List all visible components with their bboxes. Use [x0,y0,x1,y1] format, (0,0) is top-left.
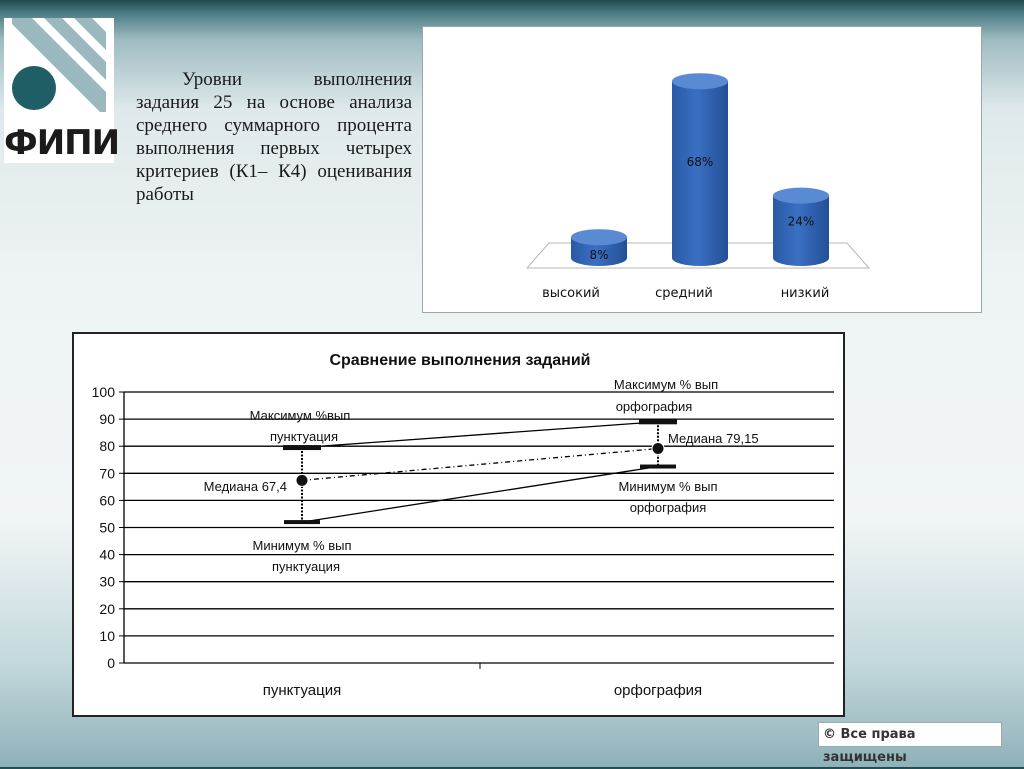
annotation-min-left-line1: Минимум % вып [252,538,352,553]
annotation-max-left-line1: Максимум %вып [249,408,351,423]
levels-bar-chart-svg [423,27,981,312]
min-cap-2 [640,465,676,469]
annotation-max-left-line2: пунктуация [270,429,338,444]
bar-category-label-2: средний [655,286,713,301]
bar-data-label-3: 24% [787,214,815,229]
annotation-median-right: Медиана 79,15 [668,431,759,446]
x-category-label-2: орфография [613,682,703,699]
min-cap-1 [284,520,320,524]
y-tick-label-80: 80 [99,438,115,455]
bar-category-label-3: низкий [780,286,830,301]
annotation-min-left-line2: пунктуация [272,559,340,574]
annotation-min-right-line2: орфография [629,500,707,515]
bar-data-label-2: 68% [686,155,714,170]
annotation-median-left: Медиана 67,4 [203,479,287,494]
y-tick-label-30: 30 [99,573,115,590]
y-tick-label-40: 40 [99,546,115,563]
annotation-max-right-line1: Максимум % вып [613,377,719,392]
y-tick-label-100: 100 [91,384,115,400]
fipi-logo-text: ФИПИ [4,123,120,163]
y-tick-label-0: 0 [107,655,115,671]
y-tick-label-70: 70 [99,465,115,482]
bar-2 [672,73,728,266]
levels-bar-chart [422,26,982,313]
max-cap-1 [283,445,321,450]
y-tick-label-20: 20 [99,600,115,617]
bar-data-label-1: 8% [589,248,609,263]
annotation-max-right-line2: орфография [615,399,693,414]
copyright-badge: © Все права защищены [818,722,1002,747]
y-tick-label-60: 60 [99,492,115,509]
x-category-label-1: пунктуация [262,682,342,699]
median-point-1 [296,474,308,486]
series-line-min [302,467,658,523]
y-tick-label-50: 50 [99,519,115,536]
fipi-logo [4,18,120,163]
line-chart-title: Сравнение выполнения заданий [329,352,591,369]
comparison-line-chart [72,332,845,717]
series-line-median [302,449,658,481]
slide-description: Уровни выполнения задания 25 на основе анализа среднего суммарного процента выполнения первых четырех критериев (К1– К4) оценивания работы [136,69,412,205]
median-point-2 [652,443,664,455]
annotation-min-right-line1: Минимум % вып [618,479,718,494]
comparison-line-chart-svg [74,334,843,715]
series-line-max [302,422,658,448]
bar-category-label-1: высокий [542,286,600,301]
y-tick-label-90: 90 [99,411,115,428]
y-tick-label-10: 10 [99,627,115,644]
max-cap-2 [639,419,677,424]
